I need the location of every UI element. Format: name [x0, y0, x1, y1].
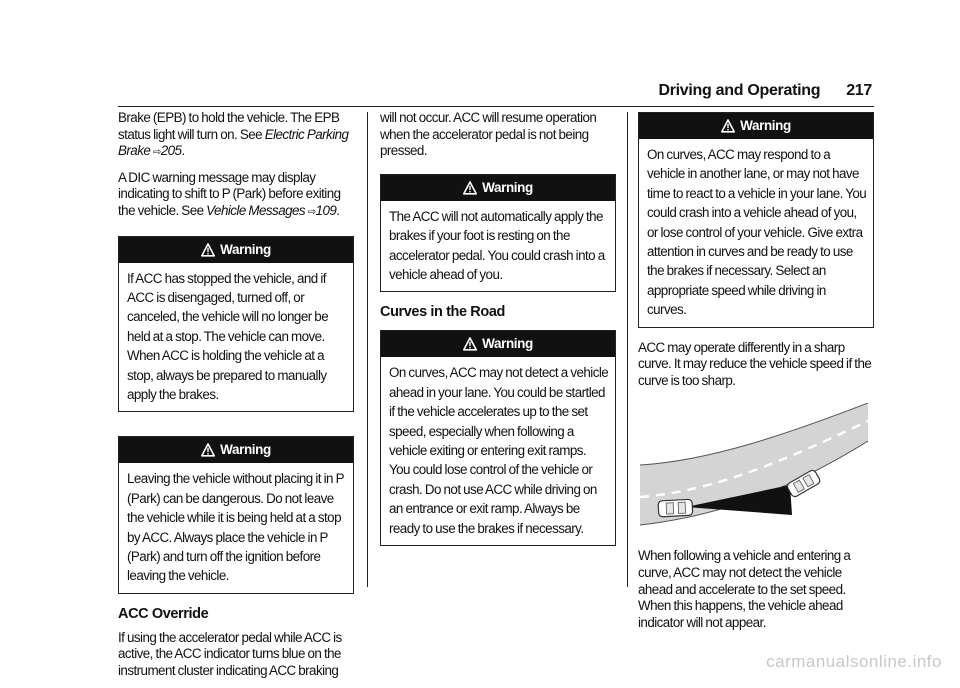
paragraph: If using the accelerator pedal while ACC is active, the ACC indicator turns blue on the instrument cluster indicating ACC braking — [118, 629, 342, 679]
warning-box — [638, 112, 874, 328]
column-3 — [638, 110, 874, 639]
paragraph: When following a vehicle and entering a curve, ACC may not detect the vehicle ahead and accelerate to the set speed. When this happens, the vehicle ahead indicator will not appear. — [638, 548, 851, 630]
curve-illustration — [640, 403, 874, 534]
warning-box — [118, 436, 354, 593]
header-rule — [118, 106, 874, 107]
warning-text: The ACC will not automatically apply the brakes if your foot is resting on the accelerator pedal. You could crash into a vehicle ahead of you. — [389, 208, 605, 282]
warning-header — [381, 175, 615, 201]
warning-triangle-icon — [201, 443, 215, 457]
warning-text: On curves, ACC may not detect a vehicle ahead in your lane. You could be startled if the vehicle accelerates up to the set speed, especially when following a vehicle exiting or entering exit ramps. You could lose control of the vehicle or crash. Do not use ACC while driving on an entrance or exit ramp. Always be ready to use the brakes if necessary. — [389, 365, 609, 536]
warning-triangle-icon — [463, 181, 477, 195]
warning-title: Warning — [482, 336, 533, 352]
column-1 — [118, 110, 354, 688]
warning-text: Leaving the vehicle without placing it in P (Park) can be dangerous. Do not leave the vehicle while it is being held at a stop by ACC. Always place the vehicle in P (Park) and turn off the ignition before leaving the vehicle. — [127, 471, 344, 584]
warning-triangle-icon — [463, 337, 477, 351]
warning-title: Warning — [740, 118, 791, 133]
page-number: 217 — [846, 82, 872, 99]
warning-header — [639, 113, 873, 139]
warning-title: Warning — [220, 241, 271, 257]
page-header — [658, 82, 872, 100]
warning-title: Warning — [220, 442, 271, 458]
warning-header — [119, 437, 353, 463]
section-heading: ACC Override — [118, 605, 209, 622]
section-title: Driving and Operating — [658, 82, 821, 99]
page-reference[interactable]: 109 — [315, 202, 337, 218]
paragraph: A DIC warning message may display indicating to shift to P (Park) before exiting the vehicle. See Vehicle Messages ⇨109. — [118, 169, 341, 218]
column-2 — [380, 110, 616, 558]
watermark: carmanualsonline.info — [766, 652, 942, 671]
warning-header — [119, 237, 353, 263]
warning-box — [380, 174, 616, 293]
warning-triangle-icon — [201, 243, 215, 257]
paragraph: will not occur. ACC will resume operation when the accelerator pedal is not being pressed. — [380, 110, 597, 159]
page-reference[interactable]: 205 — [160, 143, 182, 159]
page-arrow-icon: ⇨ — [307, 206, 316, 218]
warning-box — [118, 236, 354, 413]
section-heading: Curves in the Road — [380, 304, 505, 321]
cross-reference-link[interactable]: Vehicle Messages — [206, 202, 306, 218]
column-divider — [367, 112, 368, 587]
warning-title: Warning — [482, 179, 533, 195]
cross-reference-link[interactable]: Electric Parking Brake — [118, 126, 349, 159]
warning-box — [380, 330, 616, 546]
warning-text: If ACC has stopped the vehicle, and if ACC is disengaged, turned off, or canceled, the vehicle will no longer be held at a stop. The vehicle can move. When ACC is holding the vehicle at a stop, always be prepared to manually apply the brakes. — [127, 270, 329, 402]
page-arrow-icon: ⇨ — [152, 147, 161, 159]
paragraph: ACC may operate differently in a sharp curve. It may reduce the vehicle speed if the curve is too sharp. — [638, 339, 872, 388]
column-divider — [627, 112, 628, 587]
warning-text: On curves, ACC may respond to a vehicle in another lane, or may not have time to react to a vehicle in your lane. You could crash into a vehicle ahead of you, or lose control of your vehicle. Give extra attention in curves and be ready to use the brakes if necessary. Select an appropriate speed while driving in curves. — [647, 147, 867, 318]
warning-header — [381, 331, 615, 357]
warning-triangle-icon — [721, 119, 735, 133]
paragraph: Brake (EPB) to hold the vehicle. The EPB status light will turn on. See Electric Parking Brake ⇨205. — [118, 110, 349, 159]
curve-road-illustration — [640, 403, 868, 529]
